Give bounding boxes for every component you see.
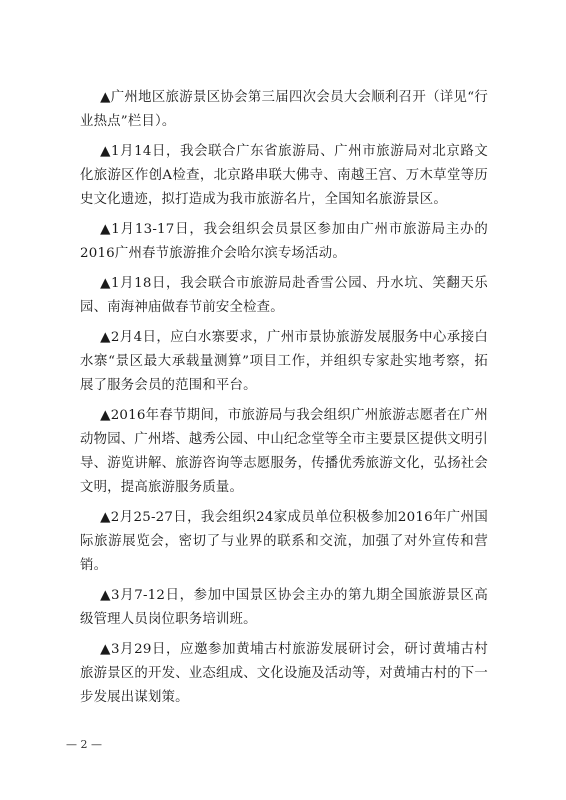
paragraph-tourism-expo: ▲2月25-27日，我会组织24家成员单位积极参加2016年广州国际旅游展览会，密切了与业界的联系和交流，加强了对外宣传和营销。 [80,510,488,573]
page-number: — 2 — [66,738,102,751]
document-body [80,86,488,716]
paragraph-harbin-promotion: ▲1月13-17日，我会组织会员景区参加由广州市旅游局主办的2016广州春节旅游推介会哈尔滨专场活动。 [80,222,488,261]
paragraph-huangpu-seminar: ▲3月29日，应邀参加黄埔古村旅游发展研讨会，研讨黄埔古村旅游景区的开发、业态组成、文化设施及活动等，对黄埔古村的下一步发展出谋划策。 [80,642,488,705]
paragraph-member-meeting: ▲广州地区旅游景区协会第三届四次会员大会顺利召开（详见“行业热点”栏目）。 [80,90,488,129]
paragraph-spring-festival-volunteers: ▲2016年春节期间，市旅游局与我会组织广州旅游志愿者在广州动物园、广州塔、越秀公园、中山纪念堂等全市主要景区提供文明引导、游览讲解、旅游咨询等志愿服务，传播优秀旅游文化，弘扬社会文明，提高旅游服务质量。 [80,408,488,495]
paragraph-baishuizhai-capacity: ▲2月4日，应白水寨要求，广州市景协旅游发展服务中心承接白水寨“景区最大承载量测算”项目工作，并组织专家赴实地考察，拓展了服务会员的范围和平台。 [80,330,488,393]
paragraph-safety-inspection: ▲1月18日，我会联合市旅游局赴香雪公园、丹水坑、笑翻天乐园、南海神庙做春节前安全检查。 [80,276,488,315]
paragraph-management-training: ▲3月7-12日，参加中国景区协会主办的第九期全国旅游景区高级管理人员岗位职务培训班。 [80,588,488,627]
paragraph-beijing-road-inspection: ▲1月14日，我会联合广东省旅游局、广州市旅游局对北京路文化旅游区作创A检查，北京路串联大佛寺、南越王宫、万木草堂等历史文化遗迹，拟打造成为我市旅游名片，全国知名旅游景区。 [80,144,488,207]
